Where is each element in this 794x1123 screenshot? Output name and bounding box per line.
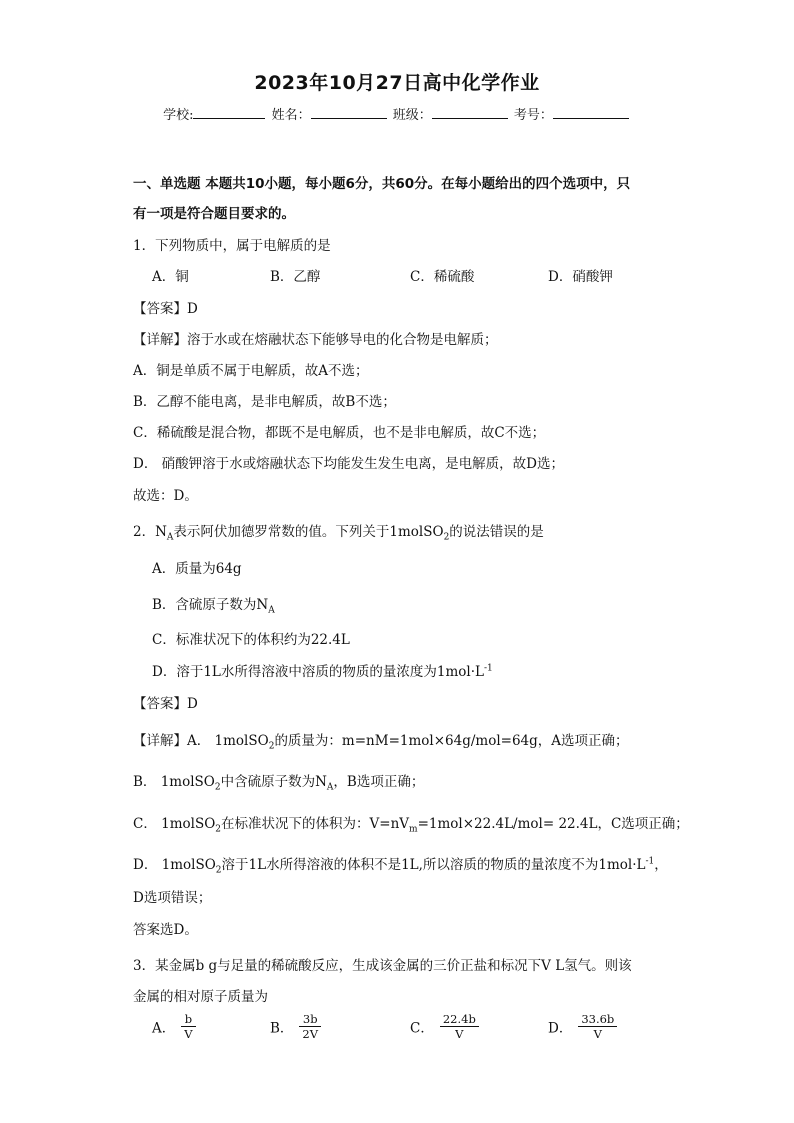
section-heading-line-2: 有一项是符合题目要求的。 xyxy=(133,206,295,222)
q2-detail-d: D． 1molSO$_2$溶于1L水所得溶液的体积不是1L,所以溶质的物质的量浓度不为$1mol\cdot L^{-1}$， xyxy=(133,856,668,876)
class-label: 班级： xyxy=(392,108,432,123)
name-label: 姓名： xyxy=(271,108,311,123)
q1-option-a: A．铜 xyxy=(152,269,189,285)
q1-option-c: C．稀硫酸 xyxy=(410,269,475,285)
q2-option-c: C．标准状况下的体积约为22.4L xyxy=(152,632,350,648)
fraction: $\frac{33.6b}{V}$ xyxy=(578,1012,617,1041)
school-blank[interactable] xyxy=(193,106,265,119)
name-blank[interactable] xyxy=(311,106,387,119)
number-label: 考号： xyxy=(513,108,553,123)
student-info-line xyxy=(0,104,794,123)
q1-conclusion: 故选：D。 xyxy=(133,488,198,504)
fraction: $\frac{b}{V}$ xyxy=(181,1012,195,1041)
q3-option-c: C． $\frac{22.4b}{V}$ xyxy=(410,1012,479,1041)
q2-option-a: A．质量为64g xyxy=(152,561,242,577)
q2-detail-c: C． 1molSO$_2$在标准状况下的体积为：$V=nV_m=1mol\times 22.4L/mol= 22.4L$，C选项正确； xyxy=(133,816,689,835)
section-heading-line-1: 一、单选题 本题共10小题，每小题6分，共60分。在每小题给出的四个选项中，只 xyxy=(133,176,631,192)
q1-stem: 1．下列物质中，属于电解质的是 xyxy=(133,238,331,254)
q1-detail: 【详解】溶于水或在熔融状态下能够导电的化合物是电解质； xyxy=(133,332,498,348)
q1-detail-c: C．稀硫酸是混合物，都既不是电解质，也不是非电解质，故C不选； xyxy=(133,425,546,441)
q2-stem: 2．$N_A$表示阿伏加德罗常数的值。下列关于1molSO$_2$的说法错误的是 xyxy=(133,524,544,543)
q1-answer: 【答案】D xyxy=(133,301,198,317)
q2-answer: 【答案】D xyxy=(133,696,198,712)
fraction: $\frac{3b}{2V}$ xyxy=(299,1012,321,1041)
q2-conclusion: 答案选D。 xyxy=(133,922,198,938)
fraction: $\frac{22.4b}{V}$ xyxy=(440,1012,479,1041)
q2-option-d: D．溶于1L水所得溶液中溶质的物质的量浓度为$1mol\cdot L^{-1}$ xyxy=(152,663,493,680)
q3-stem-line-2: 金属的相对原子质量为 xyxy=(133,989,268,1005)
number-blank[interactable] xyxy=(553,106,629,119)
q1-detail-b: B．乙醇不能电离，是非电解质，故B不选； xyxy=(133,394,396,410)
q3-option-a: A． $\frac{b}{V}$ xyxy=(152,1012,196,1041)
q1-detail-d: D． 硝酸钾溶于水或熔融状态下均能发生发生电离，是电解质，故D选； xyxy=(133,456,564,472)
q2-detail-a: 【详解】A． 1molSO$_2$的质量为：m=nM=1mol×64g/mol=64g，A选项正确； xyxy=(133,733,629,752)
q2-option-b: B．含硫原子数为$N_A$ xyxy=(152,597,275,616)
q3-stem-line-1: 3．某金属b g与足量的稀硫酸反应，生成该金属的三价正盐和标况下V L氢气。则该 xyxy=(133,958,632,974)
q3-option-b: B． $\frac{3b}{2V}$ xyxy=(270,1012,321,1041)
class-blank[interactable] xyxy=(432,106,508,119)
q1-detail-a: A．铜是单质不属于电解质，故A不选； xyxy=(133,363,369,379)
q3-option-d: D． $\frac{33.6b}{V}$ xyxy=(548,1012,617,1041)
page-title: 2023年10月27日高中化学作业 xyxy=(254,72,540,94)
q2-detail-b: B． 1molSO$_2$中含硫原子数为$N_A$，B选项正确； xyxy=(133,774,425,793)
q1-option-d: D．硝酸钾 xyxy=(548,269,613,285)
q1-option-b: B．乙醇 xyxy=(270,269,321,285)
school-label: 学校: xyxy=(163,108,194,123)
q2-detail-d-cont: D选项错误； xyxy=(133,890,212,906)
